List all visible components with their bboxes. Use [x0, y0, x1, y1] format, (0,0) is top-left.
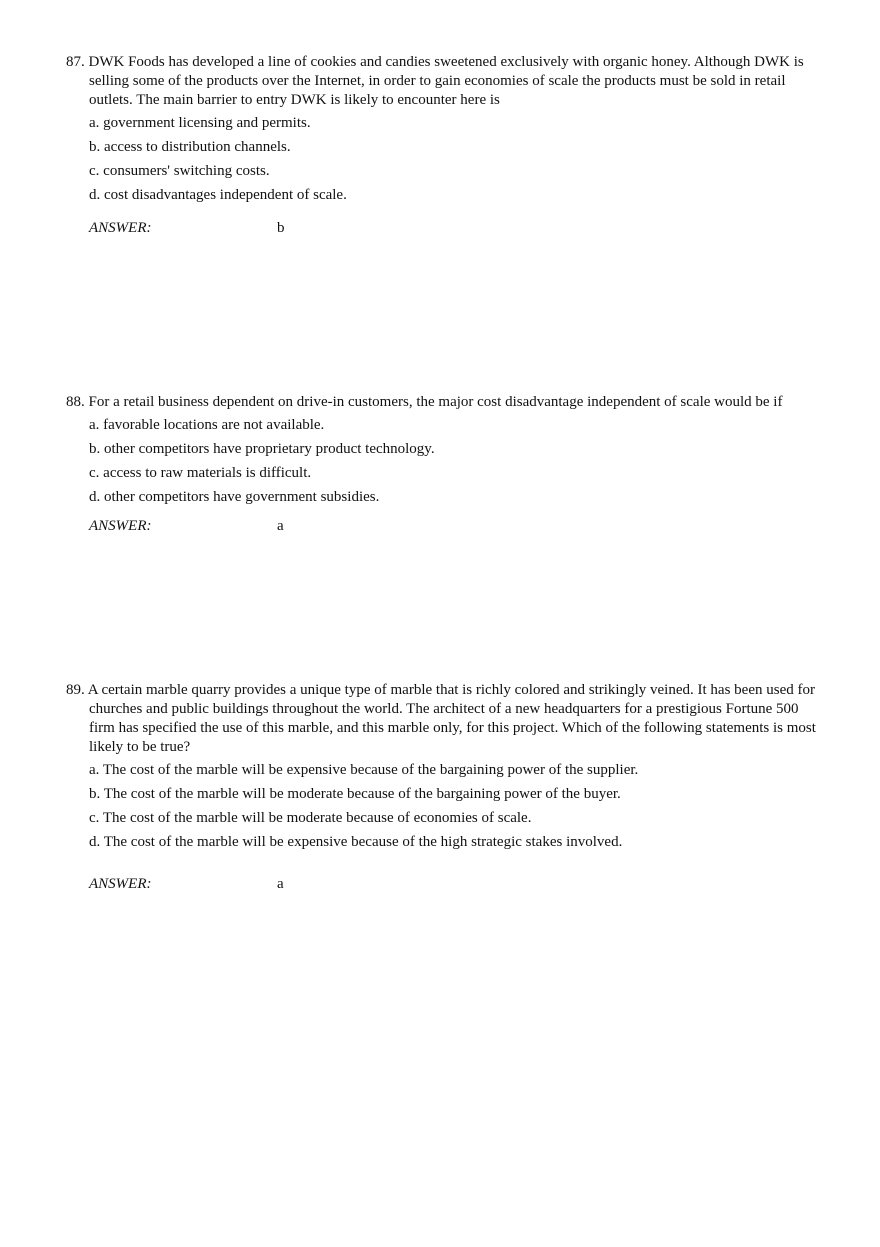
answer-value: b	[277, 220, 285, 236]
question-89	[66, 681, 826, 892]
answer-row	[89, 517, 284, 536]
question-text	[66, 681, 826, 757]
question-text	[66, 53, 826, 110]
option-d: d. cost disadvantages independent of scale.	[89, 187, 347, 203]
option-b: b. other competitors have proprietary product technology.	[89, 441, 435, 457]
option-b: b. access to distribution channels.	[89, 139, 291, 155]
question-number: 87.	[66, 54, 85, 70]
question-text	[66, 393, 826, 412]
answer-label: ANSWER:	[89, 876, 152, 892]
option-d: d. The cost of the marble will be expensive because of the high strategic stakes involved.	[89, 834, 623, 850]
question-stem: For a retail business dependent on drive-in customers, the major cost disadvantage independent of scale would be if	[88, 394, 783, 410]
option-d: d. other competitors have government subsidies.	[89, 489, 380, 505]
answer-row	[89, 219, 285, 238]
option-c: c. The cost of the marble will be moderate because of economies of scale.	[89, 810, 532, 826]
question-number: 89.	[66, 682, 85, 698]
question-stem: DWK Foods has developed a line of cookies and candies sweetened exclusively with organic honey. Although DWK is selling some of the products over the Internet, in order to gain economies of scale the products must be sold in retail outlets. The main barrier to entry DWK is likely to encounter here is	[88, 54, 804, 108]
answer-value: a	[277, 876, 284, 892]
answer-label: ANSWER:	[89, 220, 152, 236]
option-a: a. government licensing and permits.	[89, 115, 311, 131]
question-88	[66, 393, 826, 534]
question-number: 88.	[66, 394, 85, 410]
option-a: a. The cost of the marble will be expensive because of the bargaining power of the supplier.	[89, 762, 639, 778]
option-c: c. consumers' switching costs.	[89, 163, 270, 179]
option-c: c. access to raw materials is difficult.	[89, 465, 312, 481]
option-b: b. The cost of the marble will be moderate because of the bargaining power of the buyer.	[89, 786, 621, 802]
answer-value: a	[277, 518, 284, 534]
answer-label: ANSWER:	[89, 518, 152, 534]
question-87	[66, 53, 826, 236]
answer-row	[89, 875, 284, 894]
question-stem: A certain marble quarry provides a unique type of marble that is richly colored and strikingly veined. It has been used for churches and public buildings throughout the world. The architect of a new headquarters for a prestigious Fortune 500 firm has specified the use of this marble, and this marble only, for this project. Which of the following statements is most likely to be true?	[87, 682, 816, 755]
option-a: a. favorable locations are not available.	[89, 417, 325, 433]
